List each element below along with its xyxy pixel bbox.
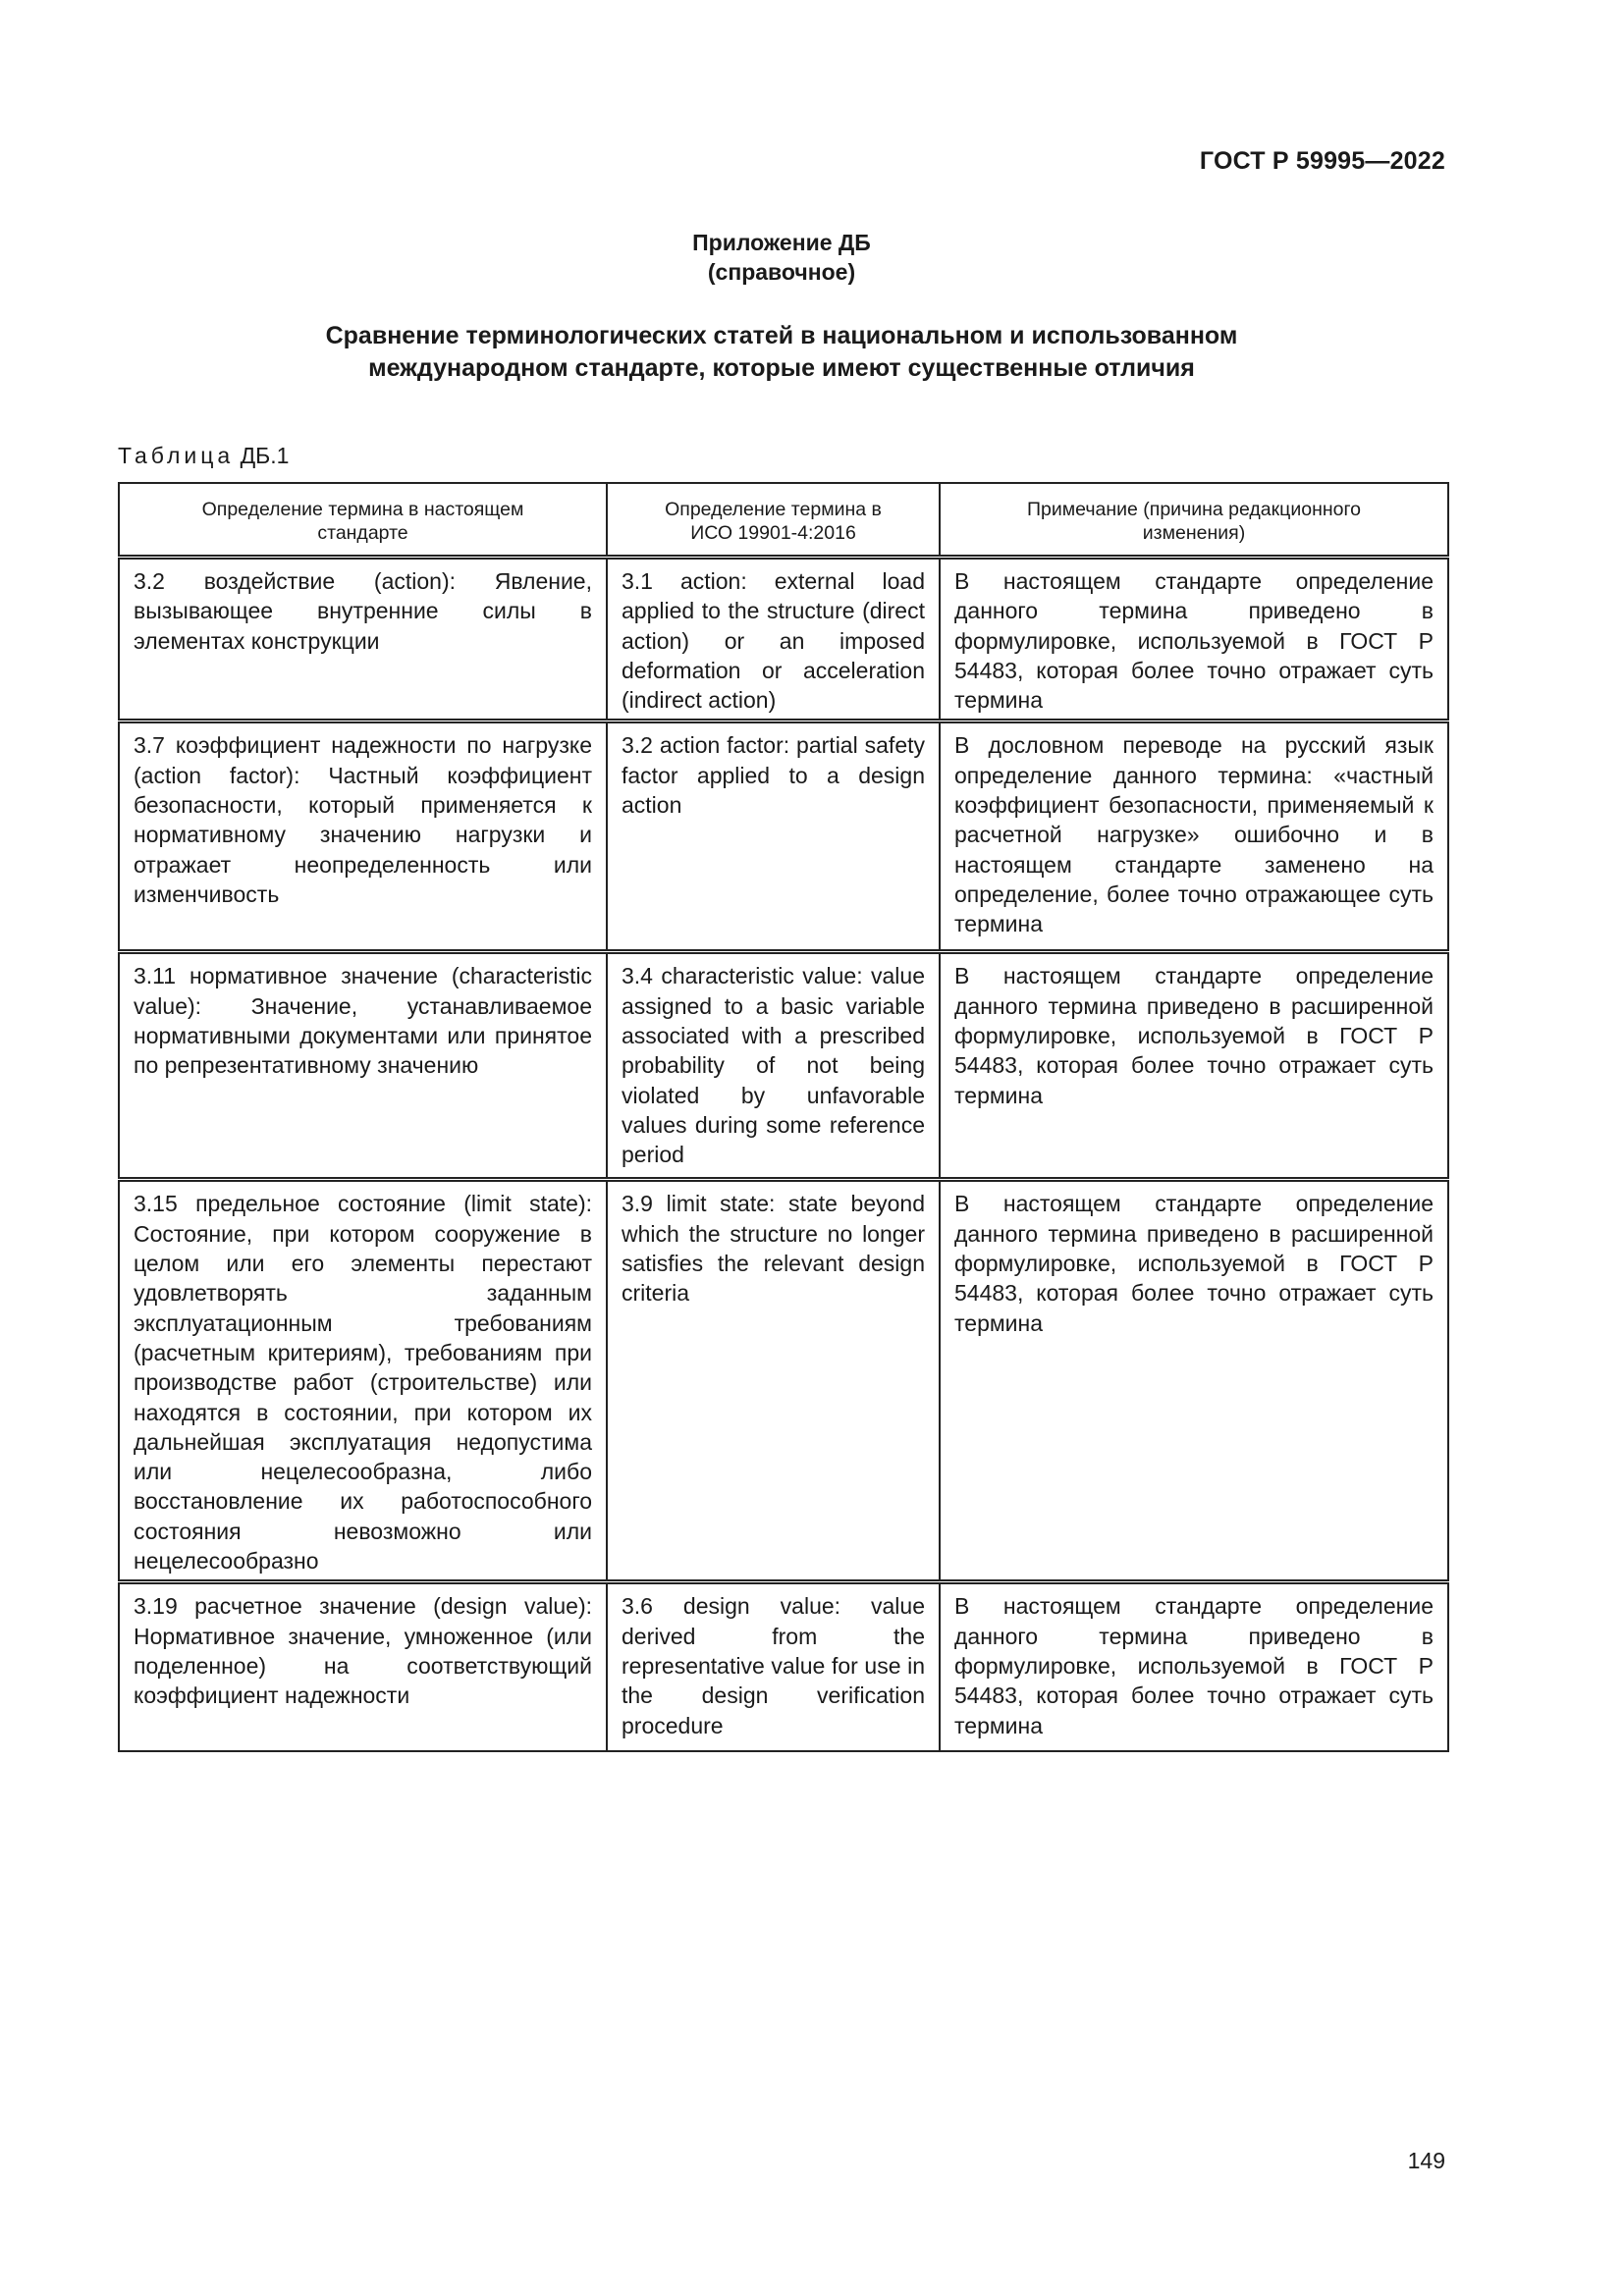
iso-definition-cell: 3.1 action: external load applied to the structure (direct action) or an imposed deformation or acceleration (indirect action) [607, 558, 940, 721]
table-row [119, 721, 1448, 952]
national-definition-cell: 3.15 предельное состояние (limit state): Состояние, при котором сооружение в целом или его элементы перестают удовлетворять заданным эксплуатационным требованиям (расчетным критериям), требованиям при производстве работ (строительстве) или находятся в состоянии, при котором их дальнейшая эксплуатация недопустима или нецелесообразна, либо восстановление их работоспособного состояния невозможно или нецелесообразно [119, 1180, 607, 1582]
note-cell: В настоящем стандарте определение данного термина приведено в формулировке, используемой в ГОСТ Р 54483, которая более точно отражает суть термина [940, 558, 1448, 721]
table-header-row [119, 483, 1448, 558]
appendix-title [0, 320, 1563, 385]
appendix-heading [0, 228, 1563, 287]
national-definition-cell: 3.2 воздействие (action): Явление, вызывающее внутренние силы в элементах конструкции [119, 558, 607, 721]
national-definition-cell: 3.11 нормативное значение (characteristic value): Значение, устанавливаемое нормативными документами или принятое по репрезентативному значению [119, 952, 607, 1180]
note-cell: В настоящем стандарте определение данного термина приведено в формулировке, используемой в ГОСТ Р 54483, которая более точно отражает суть термина [940, 1582, 1448, 1751]
table-row [119, 558, 1448, 721]
appendix-type: (справочное) [707, 259, 856, 285]
iso-definition-cell: 3.6 design value: value derived from the representative value for use in the design verification procedure [607, 1582, 940, 1751]
note-cell: В настоящем стандарте определение данного термина приведено в расширенной формулировке, используемой в ГОСТ Р 54483, которая более точно отражает суть термина [940, 952, 1448, 1180]
column-header-note: Примечание (причина редакционного изменения) [940, 483, 1448, 558]
terms-comparison-table [118, 482, 1449, 1752]
appendix-title-line-2: международном стандарте, которые имеют существенные отличия [368, 354, 1195, 382]
column-header-iso: Определение термина в ИСО 19901-4:2016 [607, 483, 940, 558]
iso-definition-cell: 3.9 limit state: state beyond which the structure no longer satisfies the relevant design criteria [607, 1180, 940, 1582]
table-row [119, 1582, 1448, 1751]
appendix-label: Приложение ДБ [692, 230, 871, 255]
national-definition-cell: 3.19 расчетное значение (design value): Нормативное значение, умноженное (или поделенное) на соответствующий коэффициент надежности [119, 1582, 607, 1751]
national-definition-cell: 3.7 коэффициент надежности по нагрузке (action factor): Частный коэффициент безопасности, который применяется к нормативному значению нагрузки и отражает неопределенность или изменчивость [119, 721, 607, 952]
appendix-title-line-1: Сравнение терминологических статей в национальном и использованном [325, 322, 1238, 349]
note-cell: В настоящем стандарте определение данного термина приведено в расширенной формулировке, используемой в ГОСТ Р 54483, которая более точно отражает суть термина [940, 1180, 1448, 1582]
page-number: 149 [1407, 2148, 1445, 2173]
iso-definition-cell: 3.4 characteristic value: value assigned to a basic variable associated with a prescribed probability of not being violated by unfavorable values during some reference period [607, 952, 940, 1180]
table-caption-number: ДБ.1 [240, 443, 290, 468]
iso-definition-cell: 3.2 action factor: partial safety factor applied to a design action [607, 721, 940, 952]
column-header-national: Определение термина в настоящем стандарте [119, 483, 607, 558]
table-row [119, 952, 1448, 1180]
document-code: ГОСТ Р 59995—2022 [1199, 147, 1445, 175]
table-row [119, 1180, 1448, 1582]
note-cell: В дословном переводе на русский язык определение данного термина: «частный коэффициент безопасности, применяемый к расчетной нагрузке» ошибочно и в настоящем стандарте заменено на определение, более точно отражающее суть термина [940, 721, 1448, 952]
table-caption [118, 443, 289, 469]
table-caption-word: Таблица [118, 443, 235, 468]
